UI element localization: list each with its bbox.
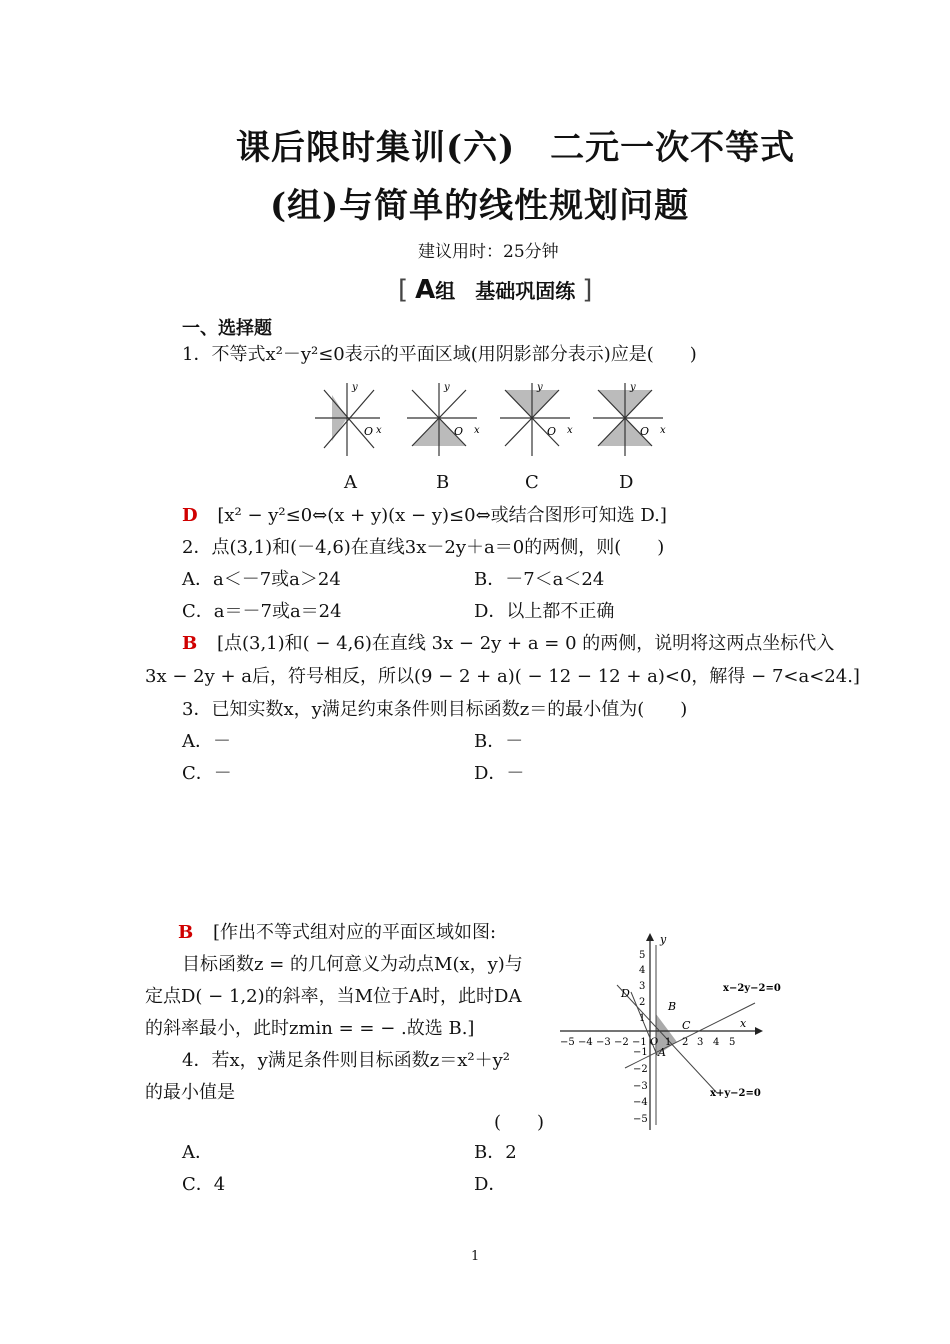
q4-stem-line2: 的最小值是 xyxy=(145,1082,235,1103)
point-c-label: C xyxy=(682,1019,691,1032)
y-tick-label: −5 xyxy=(633,1114,648,1125)
q4-option-d: D． xyxy=(474,1174,507,1195)
q2-option-c: C．a＝－7或a＝24 xyxy=(182,601,342,622)
y-tick-label: 1 xyxy=(639,1013,646,1024)
q3-answer-line4: 的斜率最小，此时zmin = = − .故选 B.] xyxy=(145,1018,475,1039)
q4-paren: ( ) xyxy=(494,1112,545,1133)
q1-figure-d xyxy=(593,382,666,456)
section-heading: 一、选择题 xyxy=(182,318,272,339)
page-title-line2: (组)与简单的线性规划问题 xyxy=(270,186,690,226)
group-label: [ A组 基础巩固练 ] xyxy=(398,275,593,305)
y-tick-label: 5 xyxy=(639,950,646,961)
q3-option-a: A．－ xyxy=(182,731,231,752)
q1-figure-c xyxy=(500,382,573,456)
origin-label: O xyxy=(650,1037,659,1048)
answer-letter: D xyxy=(182,505,198,526)
x-tick-label: 1 xyxy=(665,1037,672,1048)
q2-answer-line1 xyxy=(182,632,834,656)
x-label: x xyxy=(474,425,480,436)
y-label: y xyxy=(630,382,636,393)
point-a-label: A xyxy=(658,1046,666,1059)
q4-option-c: C．4 xyxy=(182,1174,226,1195)
x-tick-label: −2 xyxy=(614,1037,629,1048)
x-tick-label: 2 xyxy=(682,1037,689,1048)
q2-option-b: B．－7＜a＜24 xyxy=(474,569,605,590)
group-text: 组 基础巩固练 xyxy=(435,279,576,303)
answer-text: [作出不等式组对应的平面区域如图: xyxy=(212,922,497,943)
q1-option-d: D xyxy=(619,472,634,493)
q1-option-b: B xyxy=(436,472,450,493)
q4-option-a: A． xyxy=(182,1142,213,1163)
y-label: y xyxy=(444,382,450,393)
q2-stem: 2．点(3,1)和(－4,6)在直线3x－2y＋a＝0的两侧，则( ) xyxy=(182,537,665,558)
q3-answer-line2: 目标函数z = 的几何意义为动点M(x，y)与 xyxy=(182,954,523,975)
q1-answer xyxy=(182,504,667,528)
origin-label: O xyxy=(364,425,374,438)
origin-label: O xyxy=(547,425,557,438)
x-label: x xyxy=(567,425,573,436)
q3-figure xyxy=(555,925,795,1135)
y-tick-label: −3 xyxy=(633,1081,648,1092)
page-title-line1: 课后限时集训(六) 二元一次不等式 xyxy=(236,128,796,168)
q2-option-d: D．以上都不正确 xyxy=(474,601,615,622)
y-tick-label: 3 xyxy=(639,981,646,992)
x-tick-label: 5 xyxy=(729,1037,736,1048)
q1-figure-a xyxy=(315,382,382,456)
q3-option-d: D．－ xyxy=(474,763,525,784)
x-tick-label: −5 xyxy=(560,1037,575,1048)
x-tick-label: −1 xyxy=(632,1037,647,1048)
q1-figures xyxy=(310,378,680,460)
y-tick-label: −2 xyxy=(633,1064,648,1075)
y-tick-label: 4 xyxy=(639,965,646,976)
page-number: 1 xyxy=(471,1249,480,1264)
y-label: y xyxy=(537,382,543,393)
q1-figure-b xyxy=(407,382,480,456)
q2-answer-line2: 3x − 2y + a后，符号相反，所以(9 − 2 + a)( − 12 − 12 + a)<0，解得 − 7<a<24.] xyxy=(145,666,860,687)
line1-label: x−2y−2=0 xyxy=(723,983,781,994)
x-tick-label: −4 xyxy=(578,1037,593,1048)
x-tick-label: 3 xyxy=(697,1037,704,1048)
y-tick-label: −1 xyxy=(633,1047,648,1058)
x-label: x xyxy=(376,425,382,436)
point-b-label: B xyxy=(668,1000,677,1013)
q1-option-c: C xyxy=(525,472,539,493)
line2-label: x+y−2=0 xyxy=(710,1088,761,1099)
x-axis-label: x xyxy=(740,1017,747,1030)
q3-option-c: C．－ xyxy=(182,763,232,784)
origin-label: O xyxy=(454,425,464,438)
answer-letter: B xyxy=(178,922,194,943)
y-tick-label: 2 xyxy=(639,997,646,1008)
q4-stem-line1: 4．若x，y满足条件则目标函数z＝x²＋y² xyxy=(182,1050,511,1071)
q1-option-a: A xyxy=(344,472,357,493)
x-tick-label: 4 xyxy=(713,1037,720,1048)
origin-label: O xyxy=(640,425,650,438)
point-d-label: D xyxy=(621,987,630,1000)
q1-stem: 1．不等式x²－y²≤0表示的平面区域(用阴影部分表示)应是( ) xyxy=(182,344,697,365)
answer-text: [x² − y²≤0⇔(x + y)(x − y)≤0⇔或结合图形可知选 D.] xyxy=(217,505,667,526)
x-label: x xyxy=(660,425,666,436)
x-tick-label: −3 xyxy=(596,1037,611,1048)
answer-text: [点(3,1)和( − 4,6)在直线 3x − 2y + a = 0 的两侧，说明将这两点坐标代入 xyxy=(216,633,835,654)
q4-option-b: B．2 xyxy=(474,1142,517,1163)
q3-answer-line3: 定点D( − 1,2)的斜率，当M位于A时，此时DA xyxy=(145,986,522,1007)
y-tick-label: −4 xyxy=(633,1097,648,1108)
q3-option-b: B．－ xyxy=(474,731,524,752)
q3-stem: 3．已知实数x，y满足约束条件则目标函数z＝的最小值为( ) xyxy=(182,699,688,720)
group-letter: A xyxy=(415,275,436,305)
answer-letter: B xyxy=(182,633,198,654)
y-axis-label: y xyxy=(660,933,667,946)
q3-answer-line1 xyxy=(178,921,496,945)
time-note: 建议用时：25分钟 xyxy=(418,242,559,262)
y-label: y xyxy=(352,382,358,393)
q2-option-a: A．a＜－7或a＞24 xyxy=(182,569,341,590)
